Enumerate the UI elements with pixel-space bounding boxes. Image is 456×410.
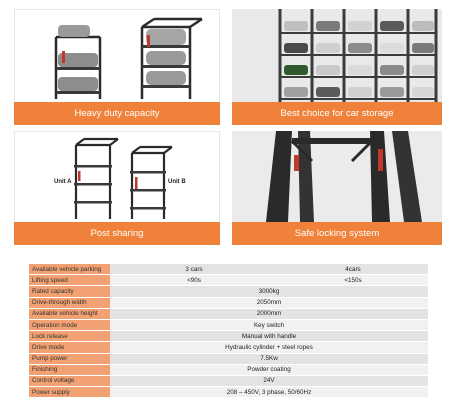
tile-caption: Post sharing — [14, 222, 220, 245]
post-sharing-image — [14, 131, 220, 222]
spec-label: Available vehicle parking — [29, 264, 110, 275]
spec-label: Available vehicle height — [29, 308, 110, 319]
table-row — [29, 319, 428, 330]
unit-a-label: Unit A — [54, 179, 72, 185]
feature-tile-car-storage — [232, 9, 442, 125]
spec-label: Finishing — [29, 364, 110, 375]
tile-caption: Heavy duty capacity — [14, 102, 220, 125]
spec-value: <90s — [110, 275, 278, 286]
heavy-duty-lift-image — [14, 9, 220, 102]
spec-value: Hydraulic cylinder + steel ropes — [110, 342, 428, 353]
spec-value: <150s — [278, 275, 428, 286]
spec-label: Operation mode — [29, 319, 110, 330]
spec-value: 3 cars — [110, 264, 278, 275]
feature-tile-post-sharing — [14, 131, 220, 245]
spec-label: Drive mode — [29, 342, 110, 353]
spec-value: 208 – 450V, 3 phase, 50/60Hz — [110, 387, 428, 398]
table-row — [29, 308, 428, 319]
spec-value: 2050mm — [110, 297, 428, 308]
spec-value: Manual with handle — [110, 331, 428, 342]
table-row — [29, 375, 428, 386]
spec-value: Key switch — [110, 319, 428, 330]
table-row — [29, 264, 428, 275]
table-row — [29, 286, 428, 297]
specification-table — [29, 264, 428, 398]
table-row — [29, 297, 428, 308]
car-storage-rack-image — [232, 9, 442, 102]
spec-label: Drive-through width — [29, 297, 110, 308]
table-row — [29, 342, 428, 353]
spec-label: Pump power — [29, 353, 110, 364]
spec-value: 4cars — [278, 264, 428, 275]
spec-value: 7.5Kw — [110, 353, 428, 364]
spec-value: 2000mm — [110, 308, 428, 319]
tile-caption: Safe locking system — [232, 222, 442, 245]
spec-label: Lifting speed — [29, 275, 110, 286]
spec-label: Rated capacity — [29, 286, 110, 297]
feature-tile-safe-locking — [232, 131, 442, 245]
safe-locking-closeup-image — [232, 131, 442, 222]
table-row — [29, 364, 428, 375]
table-row — [29, 331, 428, 342]
spec-value: 24V — [110, 375, 428, 386]
tile-caption: Best choice for car storage — [232, 102, 442, 125]
spec-value: Powder coating — [110, 364, 428, 375]
table-row — [29, 275, 428, 286]
table-row — [29, 353, 428, 364]
spec-value: 3000kg — [110, 286, 428, 297]
spec-label: Control voltage — [29, 375, 110, 386]
spec-label: Lock release — [29, 331, 110, 342]
spec-label: Power supply — [29, 387, 110, 398]
unit-b-label: Unit B — [168, 179, 186, 185]
feature-tile-heavy-duty — [14, 9, 220, 125]
table-row — [29, 387, 428, 398]
